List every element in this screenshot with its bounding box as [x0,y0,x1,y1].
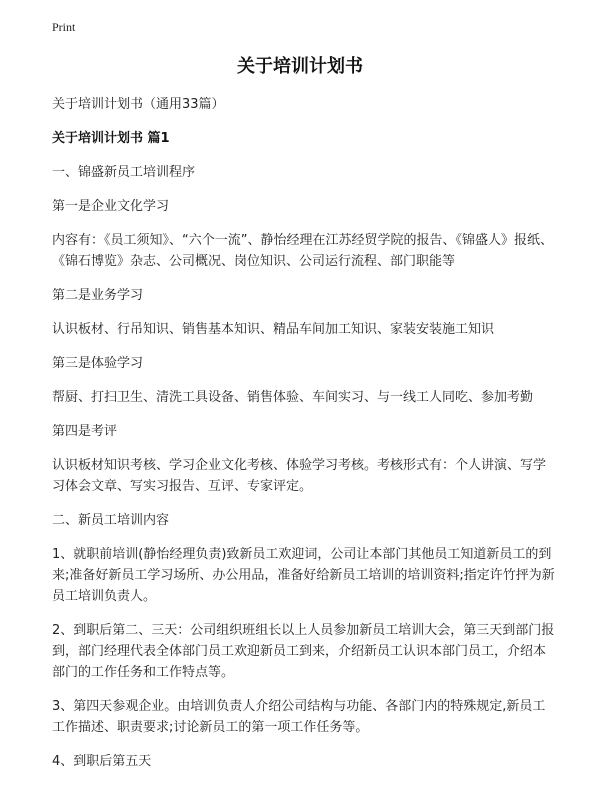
paragraph: 第三是体验学习 [52,356,144,371]
document-body [52,94,556,785]
paragraph: 内容有：《员工须知》、“六个一流”、静怡经理在江苏经贸学院的报告、《锦盛人》报纸、《锦石博览》杂志、公司概况、岗位知识、公司运行流程、部门职能等 [52,233,553,269]
document-subtitle: 关于培训计划书（通用33篇） [52,97,225,112]
paragraph: 4、到职后第五天 [52,754,152,769]
paragraph: 第二是业务学习 [52,288,144,303]
paragraph: 认识板材、行吊知识、销售基本知识、精品车间加工知识、家装安装施工知识 [52,322,495,337]
paragraph: 认识板材知识考核、学习企业文化考核、体验学习考核。考核形式有：个人讲演、写学习体会文章、写实习报告、互评、专家评定。 [52,458,547,494]
paragraph: 第四是考评 [52,424,118,439]
paragraph: 3、第四天参观企业。由培训负责人介绍公司结构与功能、各部门内的特殊规定,新员工工作描述、职责要求;讨论新员工的第一项工作任务等。 [52,699,546,735]
paragraph: 1、就职前培训(静怡经理负责)致新员工欢迎词，公司让本部门其他员工知道新员工的到来;准备好新员工学习场所、办公用品，准备好给新员工培训的培训资料;指定许竹抨为新员工培训负责人。 [52,547,555,604]
paragraph: 一、锦盛新员工培训程序 [52,165,196,180]
paragraph: 帮厨、打扫卫生、清洗工具设备、销售体验、车间实习、与一线工人同吃、参加考勤 [52,390,534,405]
paragraph: 2、到职后第二、三天：公司组织班组长以上人员参加新员工培训大会，第三天到部门报到，部门经理代表全体部门员工欢迎新员工到来，介绍新员工认识本部门员工，介绍本部门的工作任务和工作特点等。 [52,623,555,680]
paragraph: 第一是企业文化学习 [52,199,170,214]
paragraph: 二、新员工培训内容 [52,513,170,528]
print-link[interactable]: Print [52,20,76,34]
section-heading: 关于培训计划书 篇1 [52,131,170,146]
document-title: 关于培训计划书 [237,56,363,77]
